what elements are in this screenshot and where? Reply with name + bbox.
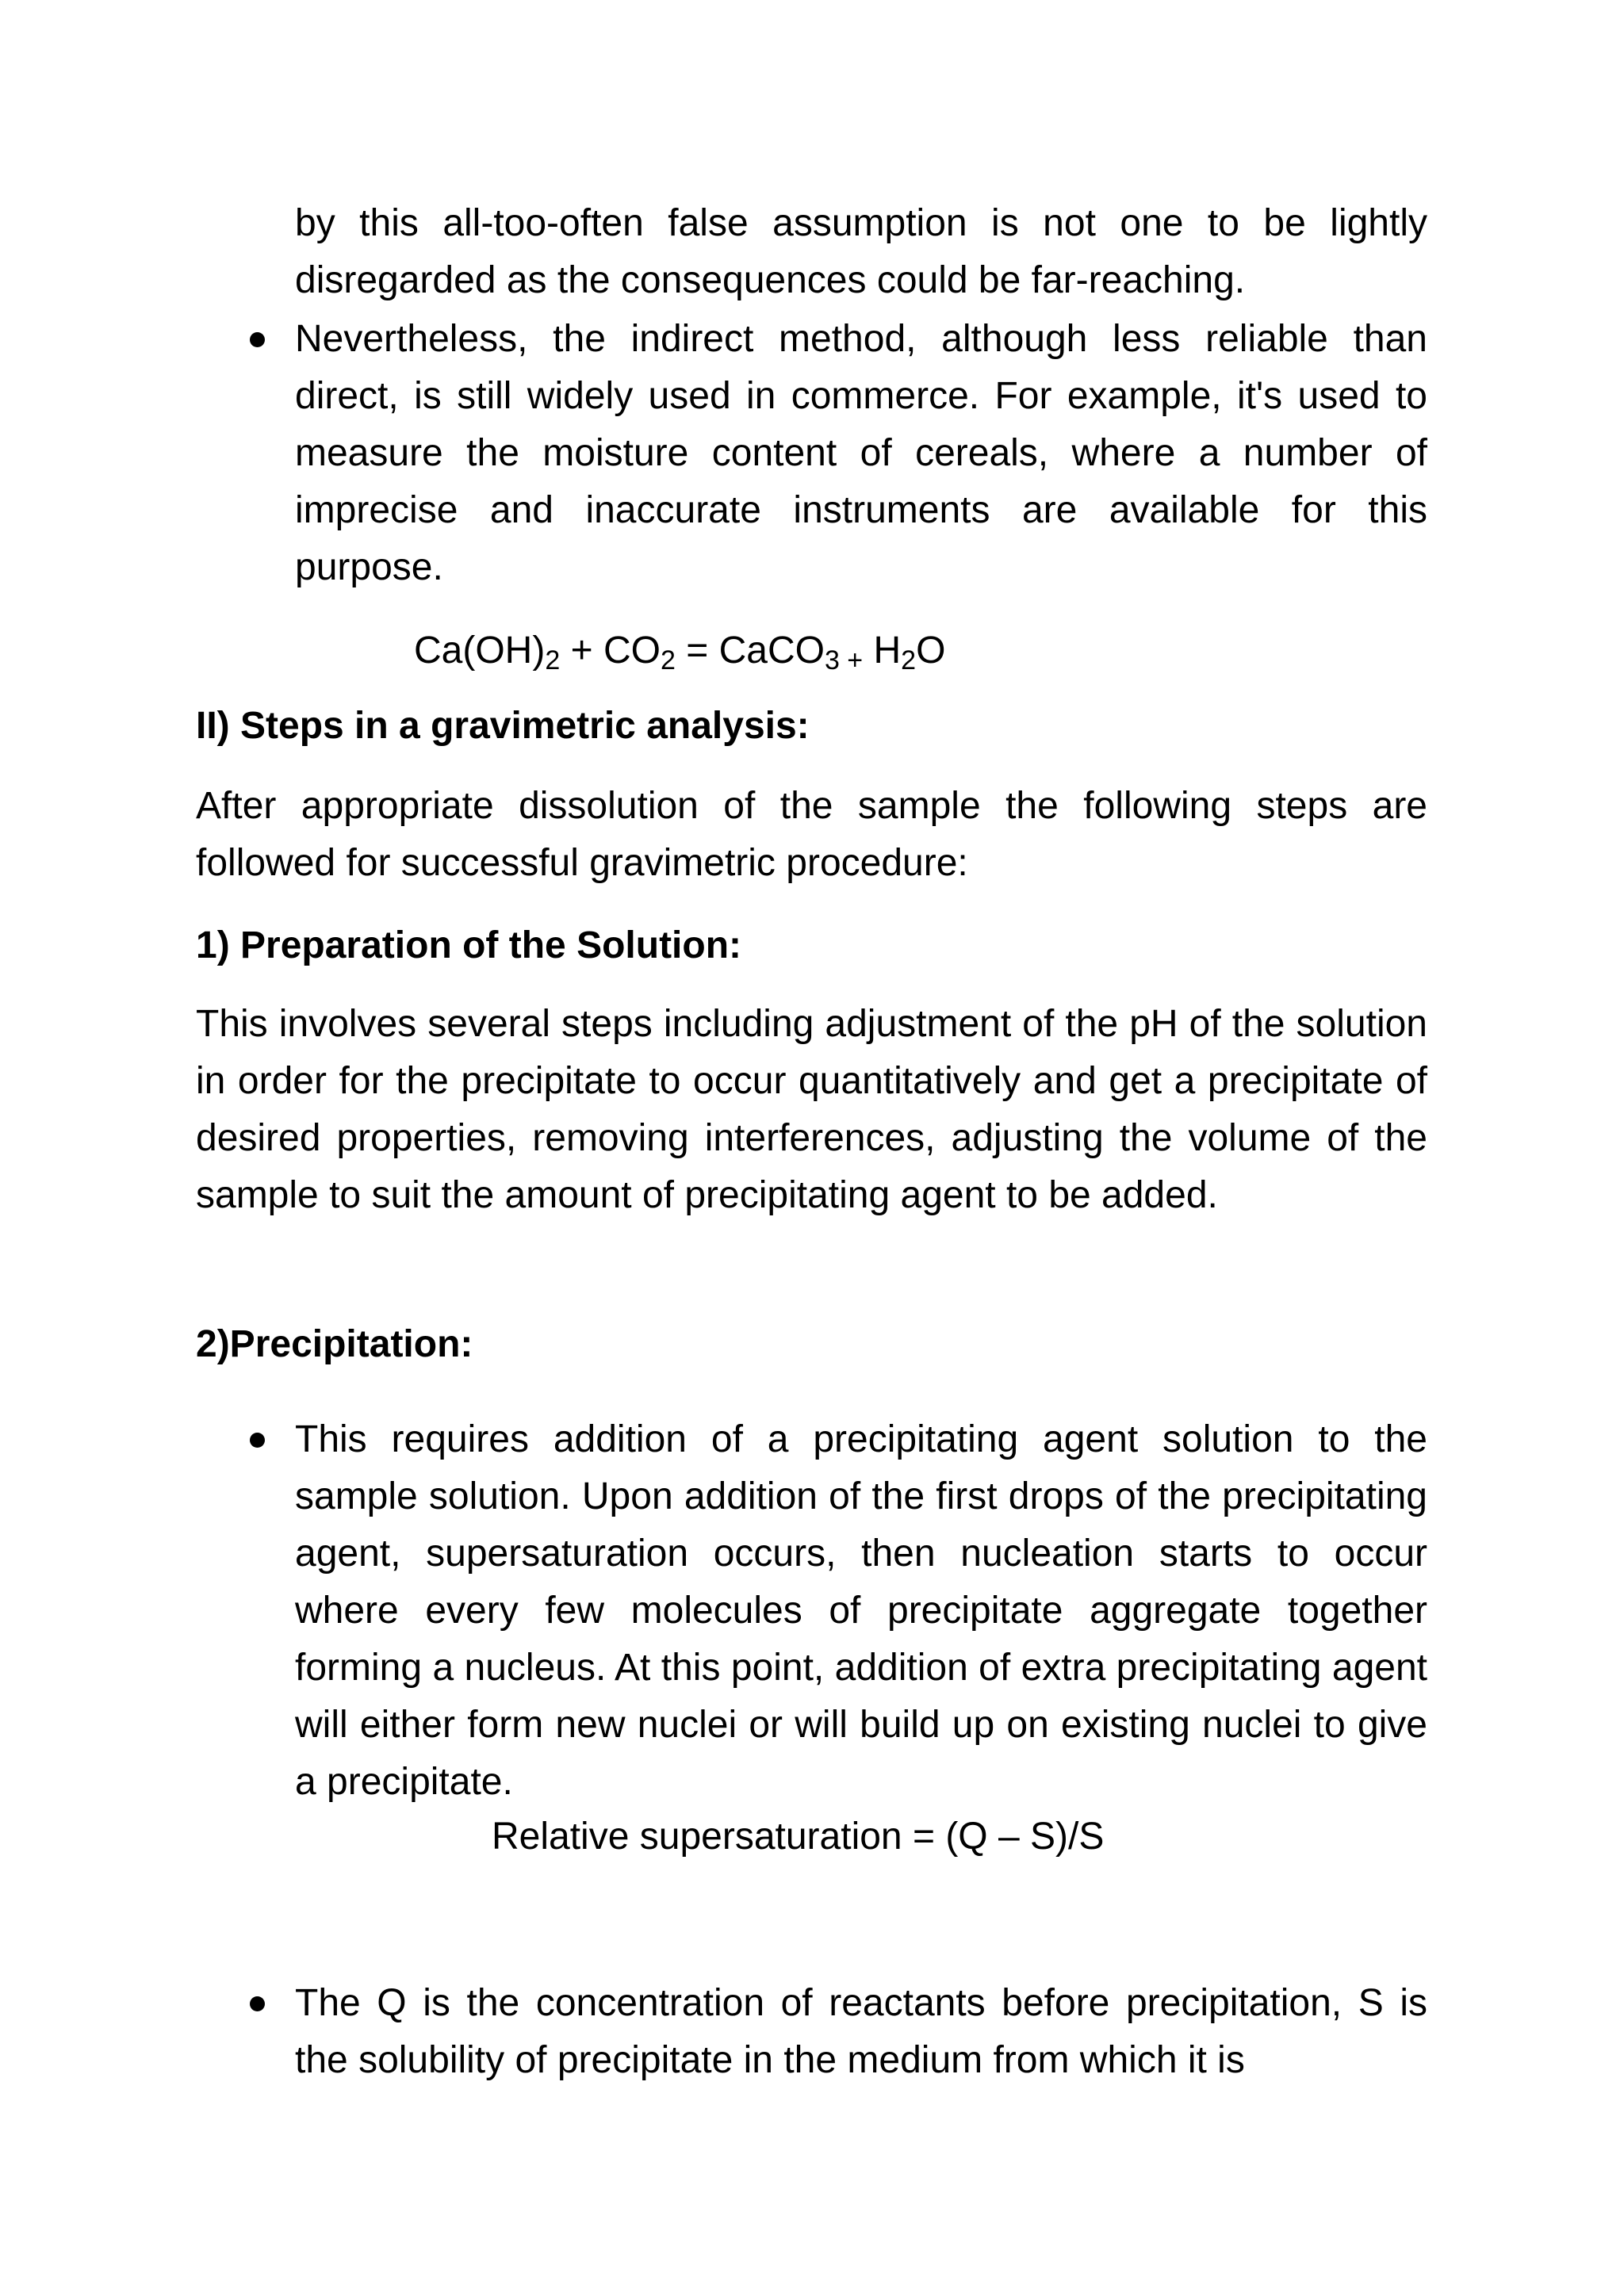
bullet-icon [250,1996,265,2011]
equation-term: O [916,629,946,672]
intro-paragraph: After appropriate dissolution of the sample the following steps are followed for successful gravimetric procedure: [196,785,1427,884]
equation-subscript: 3 + [824,645,864,675]
subsection-heading-preparation: 1) Preparation of the Solution: [196,924,742,966]
continuation-paragraph: by this all-too-often false assumption is not one to be lightly disregarded as the consequences could be far-reaching. [295,202,1427,301]
preparation-paragraph: This involves several steps including adjustment of the pH of the solution in order for the precipitate to occur quantitatively and get a precipitate of desired properties, removing interferences, adjusting the volume of the sample to suit the amount of precipitating agent to be added. [196,1003,1427,1216]
equation-subscript: 2 [545,645,561,675]
section-heading-steps: II) Steps in a gravimetric analysis: [196,705,810,747]
bullet-text: The Q is the concentration of reactants before precipitation, S is the solubility of precipitate in the medium from which it is [295,1982,1427,2081]
equation-term: + CO [560,629,661,672]
equation-term: H [863,629,902,672]
bullet-item-q-definition [295,1975,1427,2089]
supersaturation-equation: Relative supersaturation = (Q – S)/S [492,1816,1105,1858]
bullet-text: Nevertheless, the indirect method, although less reliable than direct, is still widely used in commerce. For example, it's used to measure the moisture content of cereals, where a number of imprecise and inaccurate instruments are available for this purpose. [295,318,1427,588]
bullet-icon [250,1433,265,1448]
bullet-item-indirect-method [295,311,1427,596]
equation-term: Ca(OH) [414,629,546,672]
equation-subscript: 2 [901,645,917,675]
chemical-equation [414,622,945,679]
bullet-item-precipitating-agent [295,1411,1427,1811]
bullet-text: This requires addition of a precipitating agent solution to the sample solution. Upon addition of the first drops of the precipitating agent, supersaturation occurs, then nucleation starts to occur where every few molecules of precipitate aggregate together forming a nucleus. At this point, addition of extra precipitating agent will either form new nuclei or will build up on existing nuclei to give a precipitate. [295,1418,1427,1803]
equation-subscript: 2 [660,645,676,675]
bullet-icon [250,332,265,347]
equation-term: = CaCO [675,629,825,672]
subsection-heading-precipitation: 2)Precipitation: [196,1323,473,1365]
